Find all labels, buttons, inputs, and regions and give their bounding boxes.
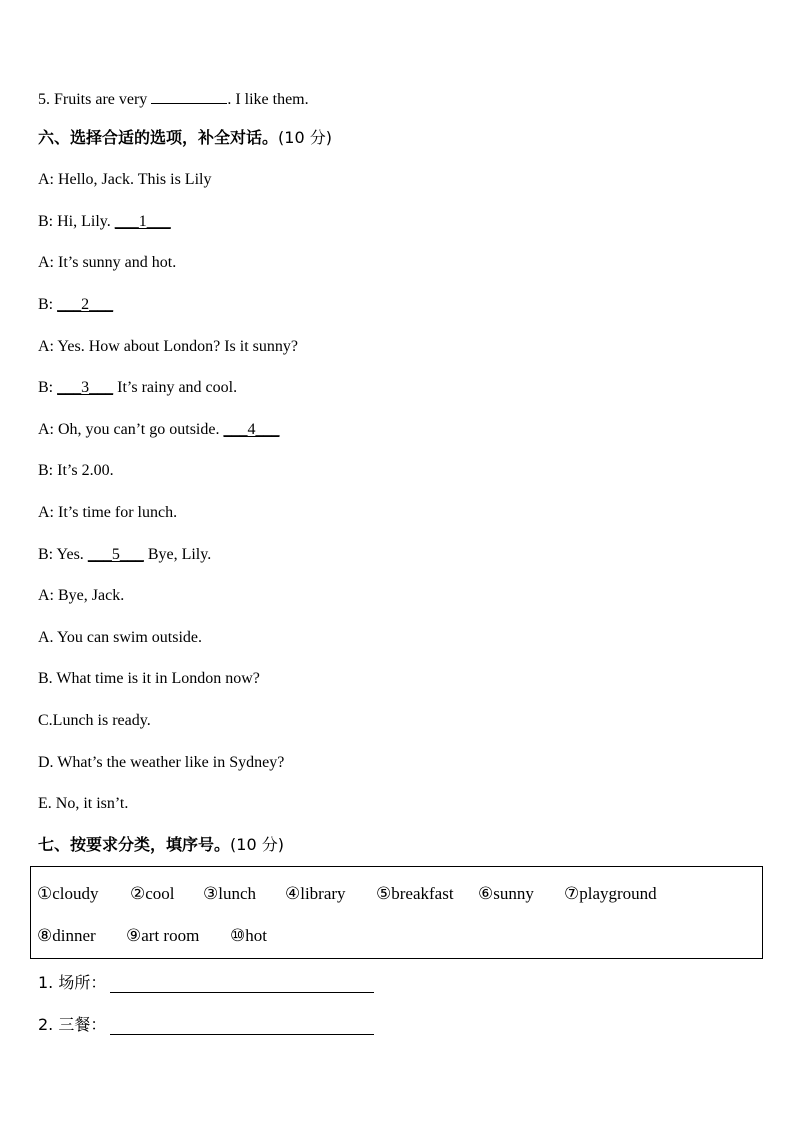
dialogue-line bbox=[38, 253, 176, 273]
word-box-row-2 bbox=[37, 926, 267, 946]
section-6-title: 六、选择合适的选项，补全对话。 bbox=[38, 128, 279, 147]
dialogue-text: It’s rainy and cool. bbox=[113, 379, 238, 396]
dialogue-line bbox=[38, 378, 237, 398]
dialogue-blank-2[interactable]: ___2___ bbox=[57, 296, 114, 313]
category-label: 1. 场所： bbox=[38, 973, 107, 992]
dialogue-line bbox=[38, 461, 114, 481]
dialogue-line bbox=[38, 212, 171, 232]
dialogue-text: A: It’s time for lunch. bbox=[38, 504, 178, 521]
category-meals bbox=[38, 1015, 374, 1035]
dialogue-blank-5[interactable]: ___5___ bbox=[87, 546, 144, 563]
section-7-score: (10 分) bbox=[230, 835, 284, 854]
dialogue-text: Bye, Lily. bbox=[143, 546, 212, 563]
category-label: 2. 三餐： bbox=[38, 1015, 107, 1034]
dialogue-text: B: It’s 2.00. bbox=[38, 462, 114, 479]
word-item: ⑩hot bbox=[230, 926, 267, 945]
dialogue-line bbox=[38, 503, 177, 523]
option-a: A. You can swim outside. bbox=[38, 629, 203, 646]
dialogue-text: B: bbox=[38, 296, 58, 313]
category-answer-line[interactable] bbox=[110, 1016, 374, 1035]
question-5-after: . I like them. bbox=[227, 91, 309, 108]
word-item: ③lunch bbox=[203, 884, 257, 903]
section-7-title: 七、按要求分类，填序号。 bbox=[38, 835, 231, 854]
dialogue-line bbox=[38, 545, 211, 565]
option-c: C.Lunch is ready. bbox=[38, 712, 151, 729]
dialogue-line bbox=[38, 586, 124, 606]
word-item: ⑧dinner bbox=[37, 926, 96, 945]
option-d: D. What’s the weather like in Sydney? bbox=[38, 754, 285, 771]
dialogue-text: A: It’s sunny and hot. bbox=[38, 254, 177, 271]
dialogue-blank-3[interactable]: ___3___ bbox=[57, 379, 114, 396]
word-item: ⑦playground bbox=[564, 884, 657, 903]
dialogue-line bbox=[38, 420, 279, 440]
dialogue-blank-1[interactable]: ___1___ bbox=[114, 213, 171, 230]
dialogue-text: A: Yes. How about London? Is it sunny? bbox=[38, 338, 298, 355]
dialogue-line bbox=[38, 295, 113, 315]
option-b: B. What time is it in London now? bbox=[38, 670, 260, 687]
dialogue-text: B: Yes. bbox=[38, 546, 88, 563]
word-item: ⑤breakfast bbox=[376, 884, 454, 903]
question-5 bbox=[38, 87, 309, 110]
word-item: ⑥sunny bbox=[478, 884, 534, 903]
word-box-row-1 bbox=[37, 884, 657, 904]
section-7-heading bbox=[38, 835, 284, 855]
option-e: E. No, it isn’t. bbox=[38, 795, 129, 812]
dialogue-text: B: bbox=[38, 379, 58, 396]
question-5-before: 5. Fruits are very bbox=[38, 91, 152, 108]
dialogue-text: A: Oh, you can’t go outside. bbox=[38, 421, 224, 438]
dialogue-line bbox=[38, 170, 211, 190]
dialogue-text: A: Bye, Jack. bbox=[38, 587, 125, 604]
section-6-heading bbox=[38, 128, 332, 148]
dialogue-text: B: Hi, Lily. bbox=[38, 213, 115, 230]
dialogue-blank-4[interactable]: ___4___ bbox=[223, 421, 280, 438]
category-venue bbox=[38, 973, 374, 993]
category-answer-line[interactable] bbox=[110, 974, 374, 993]
word-item: ②cool bbox=[130, 884, 175, 903]
dialogue-text: A: Hello, Jack. This is Lily bbox=[38, 171, 212, 188]
word-item: ⑨art room bbox=[126, 926, 200, 945]
word-item: ①cloudy bbox=[37, 884, 99, 903]
word-item: ④library bbox=[285, 884, 346, 903]
section-6-score: (10 分) bbox=[278, 128, 332, 147]
dialogue-line bbox=[38, 337, 298, 357]
word-box bbox=[30, 866, 763, 959]
question-5-blank[interactable] bbox=[151, 87, 227, 104]
